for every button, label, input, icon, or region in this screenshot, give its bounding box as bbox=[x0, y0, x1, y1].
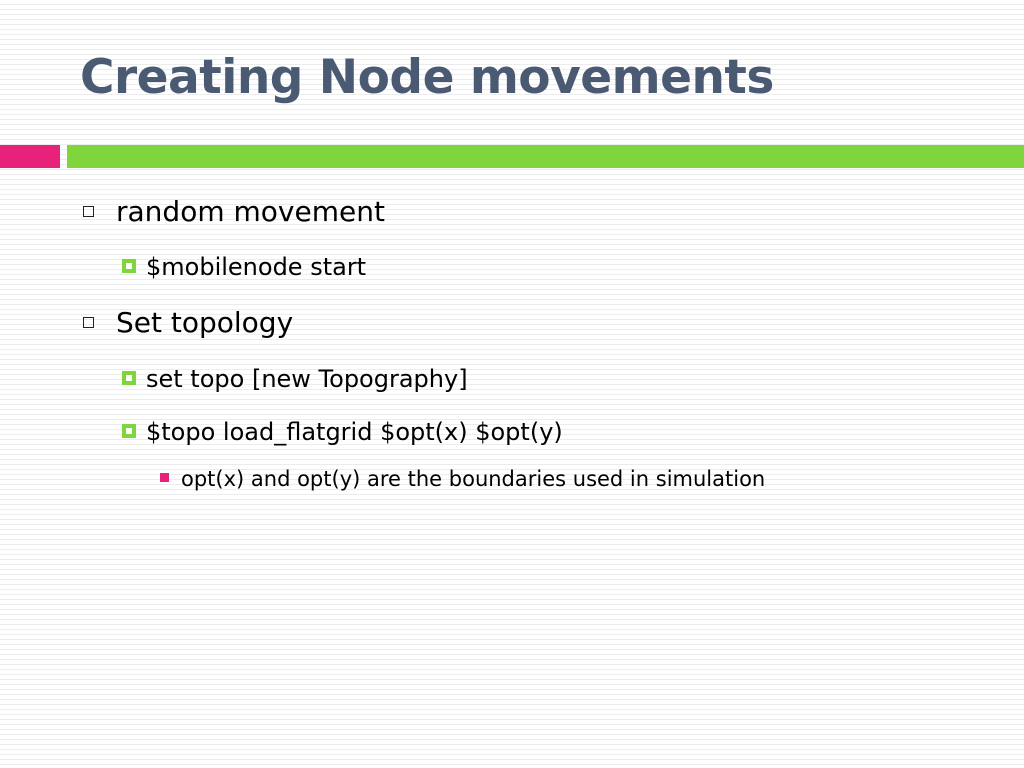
bullet-text: random movement bbox=[116, 195, 385, 228]
bullet-item-boundaries-note bbox=[160, 467, 765, 491]
pink-square-bullet-icon bbox=[160, 473, 169, 482]
bullet-text: Set topology bbox=[116, 306, 294, 339]
bullet-item-load-flatgrid bbox=[122, 418, 563, 446]
green-square-bullet-icon bbox=[122, 424, 136, 438]
pink-accent-bar bbox=[0, 145, 60, 168]
hollow-square-bullet-icon bbox=[83, 206, 94, 217]
bullet-text: $topo load_flatgrid $opt(x) $opt(y) bbox=[146, 418, 563, 446]
hollow-square-bullet-icon bbox=[83, 317, 94, 328]
bullet-item-set-topology bbox=[83, 306, 293, 339]
bullet-text: set topo [new Topography] bbox=[146, 365, 468, 393]
green-square-bullet-icon bbox=[122, 371, 136, 385]
green-square-bullet-icon bbox=[122, 259, 136, 273]
bullet-text: $mobilenode start bbox=[146, 253, 367, 281]
green-accent-bar bbox=[67, 145, 1024, 168]
bullet-item-mobilenode-start bbox=[122, 253, 366, 281]
bullet-item-set-topo bbox=[122, 365, 468, 393]
slide-title: Creating Node movements bbox=[80, 50, 774, 105]
bullet-text: opt(x) and opt(y) are the boundaries used in simulation bbox=[181, 467, 766, 491]
bullet-item-random-movement bbox=[83, 195, 385, 228]
